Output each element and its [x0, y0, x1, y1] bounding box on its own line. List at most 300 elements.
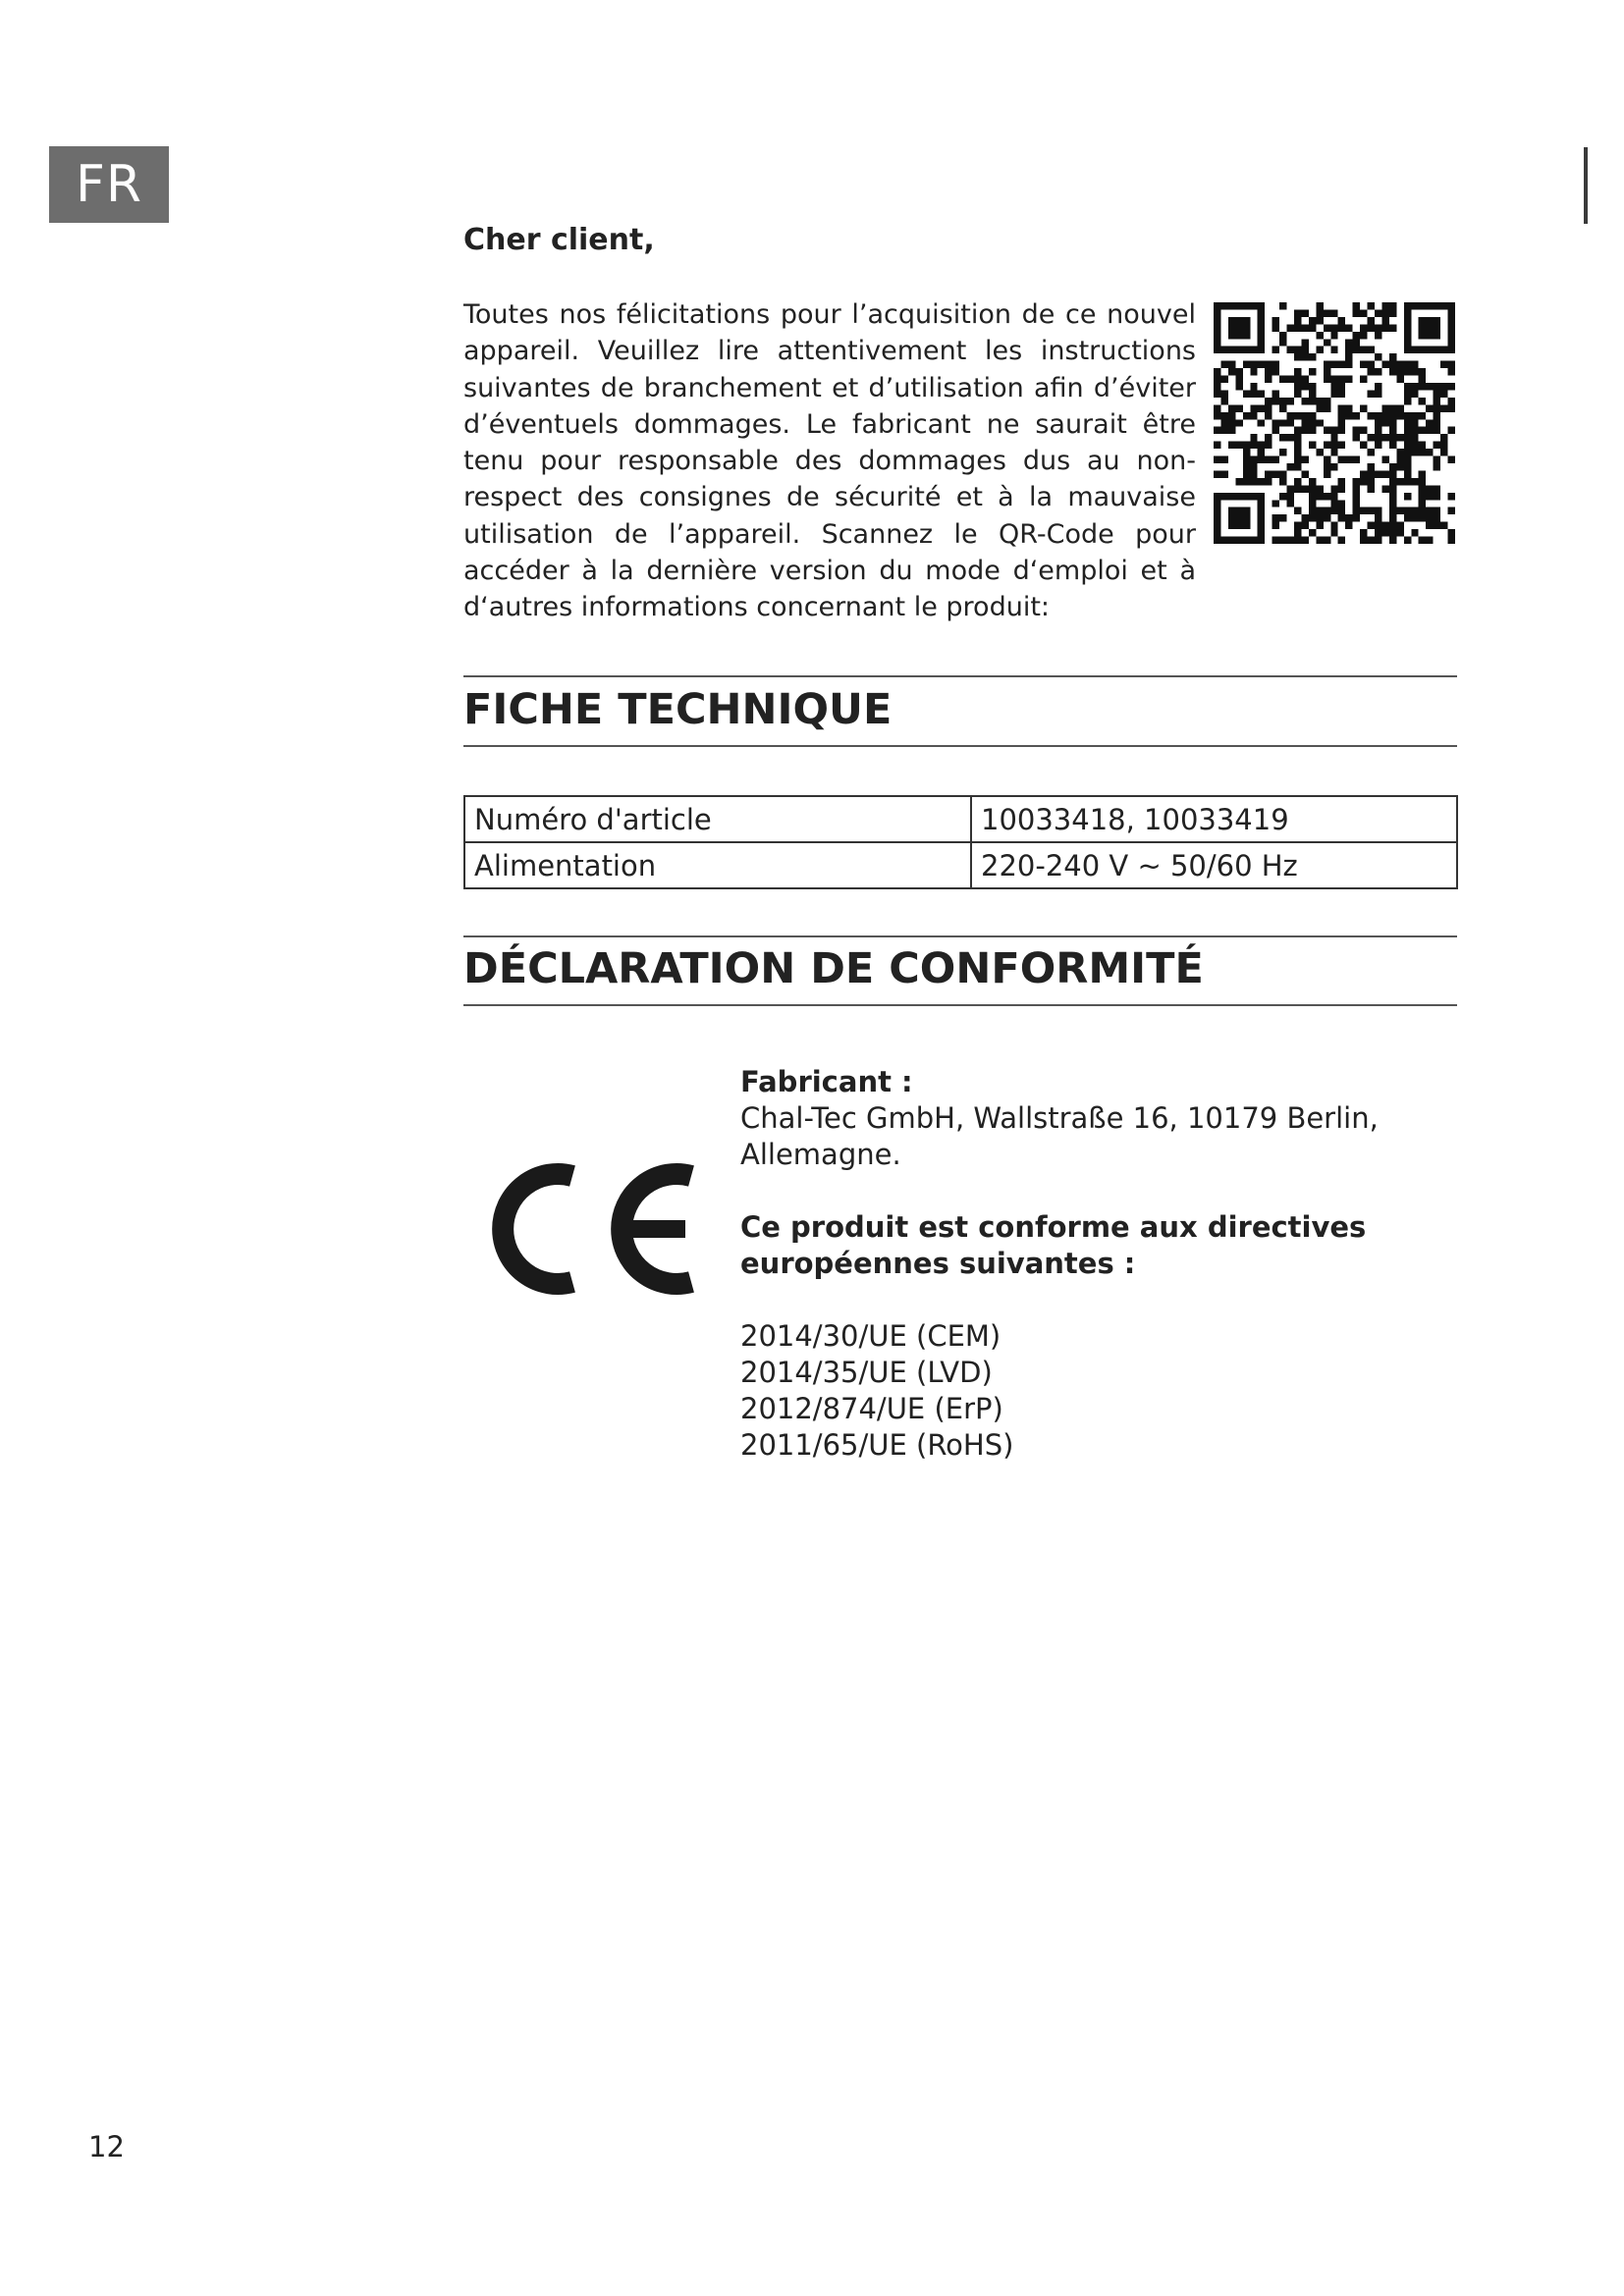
qr-module	[1250, 537, 1257, 544]
qr-module	[1375, 309, 1381, 316]
qr-module	[1214, 529, 1220, 536]
qr-module	[1330, 507, 1337, 514]
table-cell-label: Numéro d'article	[464, 796, 971, 842]
qr-module	[1287, 500, 1294, 507]
qr-module	[1235, 383, 1242, 390]
qr-module	[1338, 427, 1345, 434]
qr-module	[1448, 302, 1455, 309]
qr-module	[1272, 522, 1279, 529]
qr-module	[1243, 537, 1250, 544]
qr-module	[1309, 529, 1316, 536]
qr-module	[1448, 398, 1455, 404]
qr-module	[1272, 390, 1279, 397]
qr-module	[1243, 478, 1250, 485]
qr-module	[1294, 537, 1301, 544]
qr-module	[1330, 390, 1337, 397]
qr-module	[1258, 456, 1265, 463]
qr-module	[1360, 404, 1367, 411]
qr-module	[1228, 493, 1235, 500]
qr-module	[1316, 485, 1323, 492]
qr-module	[1448, 339, 1455, 346]
qr-module	[1279, 449, 1286, 455]
qr-module	[1389, 478, 1396, 485]
qr-module	[1330, 493, 1337, 500]
qr-module	[1434, 324, 1440, 331]
qr-module	[1214, 537, 1220, 544]
qr-module	[1279, 434, 1286, 441]
qr-module	[1389, 470, 1396, 477]
qr-module	[1375, 537, 1381, 544]
qr-module	[1258, 449, 1265, 455]
qr-module	[1389, 500, 1396, 507]
qr-module	[1426, 493, 1433, 500]
qr-module	[1389, 463, 1396, 470]
qr-module	[1375, 522, 1381, 529]
qr-module	[1426, 404, 1433, 411]
qr-module	[1338, 412, 1345, 419]
qr-module	[1440, 522, 1447, 529]
qr-module	[1396, 456, 1403, 463]
qr-module	[1411, 434, 1418, 441]
qr-module	[1396, 463, 1403, 470]
qr-module	[1419, 376, 1426, 383]
qr-module	[1434, 456, 1440, 463]
qr-module	[1330, 434, 1337, 441]
qr-module	[1330, 332, 1337, 339]
qr-module	[1375, 470, 1381, 477]
qr-module	[1448, 332, 1455, 339]
qr-module	[1301, 347, 1308, 353]
qr-module	[1228, 361, 1235, 368]
qr-module	[1220, 376, 1227, 383]
table-cell-value: 10033418, 10033419	[971, 796, 1457, 842]
qr-module	[1434, 522, 1440, 529]
qr-module	[1243, 522, 1250, 529]
qr-code-icon[interactable]	[1214, 302, 1455, 544]
qr-module	[1448, 404, 1455, 411]
qr-module	[1316, 507, 1323, 514]
qr-module	[1220, 419, 1227, 426]
qr-module	[1448, 529, 1455, 536]
qr-module	[1353, 507, 1360, 514]
manufacturer-heading: Fabricant :	[740, 1065, 913, 1098]
qr-module	[1220, 427, 1227, 434]
qr-module	[1375, 442, 1381, 449]
qr-module	[1396, 404, 1403, 411]
qr-module	[1448, 368, 1455, 375]
qr-module	[1235, 347, 1242, 353]
qr-module	[1228, 412, 1235, 419]
qr-module	[1272, 398, 1279, 404]
qr-module	[1419, 398, 1426, 404]
qr-module	[1272, 470, 1279, 477]
qr-module	[1316, 317, 1323, 324]
qr-module	[1228, 537, 1235, 544]
qr-module	[1301, 456, 1308, 463]
qr-module	[1235, 376, 1242, 383]
qr-module	[1330, 347, 1337, 353]
qr-module	[1294, 368, 1301, 375]
qr-module	[1294, 347, 1301, 353]
qr-module	[1419, 478, 1426, 485]
qr-module	[1235, 537, 1242, 544]
qr-module	[1279, 376, 1286, 383]
qr-module	[1324, 507, 1330, 514]
qr-module	[1258, 324, 1265, 331]
qr-module	[1389, 442, 1396, 449]
qr-module	[1426, 537, 1433, 544]
qr-module	[1345, 456, 1352, 463]
qr-module	[1375, 507, 1381, 514]
qr-module	[1360, 332, 1367, 339]
ce-mark-icon	[481, 1147, 707, 1311]
qr-module	[1404, 537, 1411, 544]
qr-module	[1381, 317, 1388, 324]
qr-module	[1309, 485, 1316, 492]
qr-module	[1250, 404, 1257, 411]
qr-module	[1287, 412, 1294, 419]
qr-module	[1220, 412, 1227, 419]
qr-module	[1235, 324, 1242, 331]
qr-module	[1301, 470, 1308, 477]
qr-module	[1404, 309, 1411, 316]
qr-module	[1434, 347, 1440, 353]
qr-module	[1426, 419, 1433, 426]
qr-module	[1243, 470, 1250, 477]
qr-module	[1214, 317, 1220, 324]
qr-module	[1265, 470, 1272, 477]
qr-module	[1309, 383, 1316, 390]
qr-module	[1294, 434, 1301, 441]
qr-module	[1214, 347, 1220, 353]
qr-module	[1250, 383, 1257, 390]
qr-module	[1404, 514, 1411, 521]
qr-module	[1235, 522, 1242, 529]
qr-module	[1287, 493, 1294, 500]
qr-module	[1434, 412, 1440, 419]
qr-module	[1279, 332, 1286, 339]
qr-module	[1220, 361, 1227, 368]
qr-module	[1368, 470, 1375, 477]
qr-module	[1389, 404, 1396, 411]
qr-module	[1214, 427, 1220, 434]
qr-module	[1287, 398, 1294, 404]
section-rule	[463, 935, 1457, 937]
qr-module	[1368, 434, 1375, 441]
qr-module	[1258, 442, 1265, 449]
qr-module	[1235, 368, 1242, 375]
qr-module	[1265, 442, 1272, 449]
qr-module	[1235, 493, 1242, 500]
qr-module	[1345, 522, 1352, 529]
qr-module	[1243, 332, 1250, 339]
qr-module	[1265, 478, 1272, 485]
qr-module	[1448, 427, 1455, 434]
qr-module	[1287, 537, 1294, 544]
qr-module	[1389, 368, 1396, 375]
qr-module	[1301, 383, 1308, 390]
qr-module	[1243, 324, 1250, 331]
qr-module	[1404, 398, 1411, 404]
qr-module	[1345, 353, 1352, 360]
qr-module	[1381, 456, 1388, 463]
qr-module	[1330, 324, 1337, 331]
qr-module	[1301, 514, 1308, 521]
qr-module	[1279, 419, 1286, 426]
qr-module	[1228, 404, 1235, 411]
qr-module	[1404, 470, 1411, 477]
qr-module	[1294, 456, 1301, 463]
qr-module	[1316, 404, 1323, 411]
qr-module	[1360, 537, 1367, 544]
qr-module	[1324, 456, 1330, 463]
qr-module	[1316, 493, 1323, 500]
qr-module	[1250, 361, 1257, 368]
qr-module	[1235, 514, 1242, 521]
qr-module	[1250, 434, 1257, 441]
qr-module	[1411, 442, 1418, 449]
qr-module	[1375, 353, 1381, 360]
qr-module	[1426, 347, 1433, 353]
qr-module	[1228, 427, 1235, 434]
qr-module	[1287, 347, 1294, 353]
qr-module	[1330, 383, 1337, 390]
qr-module	[1324, 537, 1330, 544]
qr-module	[1214, 456, 1220, 463]
qr-module	[1287, 419, 1294, 426]
qr-module	[1448, 493, 1455, 500]
qr-module	[1389, 412, 1396, 419]
qr-module	[1448, 456, 1455, 463]
qr-module	[1404, 419, 1411, 426]
qr-module	[1419, 368, 1426, 375]
qr-module	[1279, 404, 1286, 411]
qr-module	[1345, 361, 1352, 368]
qr-module	[1324, 376, 1330, 383]
qr-module	[1243, 463, 1250, 470]
qr-module	[1396, 529, 1403, 536]
qr-module	[1353, 339, 1360, 346]
qr-module	[1301, 309, 1308, 316]
manufacturer-address: Chal-Tec GmbH, Wallstraße 16, 10179 Berlin,	[740, 1101, 1379, 1135]
qr-module	[1228, 522, 1235, 529]
qr-module	[1353, 302, 1360, 309]
qr-module	[1434, 442, 1440, 449]
qr-module	[1330, 442, 1337, 449]
qr-module	[1345, 514, 1352, 521]
qr-module	[1294, 529, 1301, 536]
qr-module	[1330, 529, 1337, 536]
qr-module	[1426, 383, 1433, 390]
qr-module	[1250, 456, 1257, 463]
qr-module	[1228, 514, 1235, 521]
qr-module	[1316, 537, 1323, 544]
qr-module	[1220, 390, 1227, 397]
qr-module	[1411, 412, 1418, 419]
qr-module	[1353, 434, 1360, 441]
qr-module	[1338, 404, 1345, 411]
qr-module	[1345, 339, 1352, 346]
qr-module	[1265, 412, 1272, 419]
qr-module	[1381, 361, 1388, 368]
qr-module	[1250, 470, 1257, 477]
qr-module	[1258, 514, 1265, 521]
qr-module	[1345, 324, 1352, 331]
qr-module	[1338, 514, 1345, 521]
qr-module	[1426, 324, 1433, 331]
qr-module	[1426, 332, 1433, 339]
qr-module	[1301, 427, 1308, 434]
qr-module	[1250, 478, 1257, 485]
qr-module	[1360, 470, 1367, 477]
qr-module	[1396, 412, 1403, 419]
qr-module	[1360, 442, 1367, 449]
qr-module	[1419, 500, 1426, 507]
qr-module	[1419, 470, 1426, 477]
qr-module	[1214, 470, 1220, 477]
qr-module	[1258, 537, 1265, 544]
qr-module	[1265, 398, 1272, 404]
qr-module	[1316, 398, 1323, 404]
qr-module	[1309, 353, 1316, 360]
qr-module	[1353, 412, 1360, 419]
qr-module	[1411, 347, 1418, 353]
qr-module	[1404, 456, 1411, 463]
qr-module	[1316, 419, 1323, 426]
section-rule	[463, 745, 1457, 747]
qr-module	[1279, 537, 1286, 544]
qr-module	[1360, 529, 1367, 536]
qr-module	[1258, 500, 1265, 507]
qr-module	[1272, 456, 1279, 463]
qr-module	[1294, 449, 1301, 455]
qr-module	[1338, 390, 1345, 397]
qr-module	[1265, 434, 1272, 441]
qr-module	[1434, 485, 1440, 492]
qr-module	[1404, 463, 1411, 470]
qr-module	[1228, 332, 1235, 339]
qr-module	[1235, 404, 1242, 411]
qr-module	[1381, 302, 1388, 309]
qr-module	[1250, 390, 1257, 397]
table-cell-label: Alimentation	[464, 842, 971, 888]
qr-module	[1309, 368, 1316, 375]
qr-module	[1353, 309, 1360, 316]
qr-module	[1411, 507, 1418, 514]
qr-module	[1294, 478, 1301, 485]
page-number: 12	[88, 2130, 125, 2163]
qr-module	[1272, 537, 1279, 544]
qr-module	[1419, 412, 1426, 419]
qr-module	[1258, 332, 1265, 339]
qr-module	[1404, 339, 1411, 346]
qr-module	[1375, 332, 1381, 339]
qr-module	[1338, 317, 1345, 324]
qr-module	[1301, 412, 1308, 419]
qr-module	[1375, 419, 1381, 426]
qr-module	[1404, 383, 1411, 390]
qr-module	[1404, 347, 1411, 353]
qr-module	[1250, 347, 1257, 353]
qr-module	[1214, 493, 1220, 500]
directives-heading: Ce produit est conforme aux directives européennes suivantes :	[740, 1210, 1367, 1280]
qr-module	[1353, 478, 1360, 485]
qr-module	[1448, 324, 1455, 331]
qr-module	[1440, 390, 1447, 397]
qr-module	[1243, 347, 1250, 353]
qr-module	[1411, 368, 1418, 375]
qr-module	[1309, 442, 1316, 449]
qr-module	[1381, 412, 1388, 419]
qr-module	[1272, 368, 1279, 375]
qr-module	[1411, 419, 1418, 426]
qr-module	[1309, 500, 1316, 507]
qr-module	[1404, 493, 1411, 500]
qr-module	[1381, 404, 1388, 411]
qr-module	[1440, 449, 1447, 455]
qr-module	[1368, 302, 1375, 309]
qr-module	[1419, 493, 1426, 500]
qr-module	[1396, 522, 1403, 529]
qr-module	[1404, 361, 1411, 368]
qr-module	[1353, 427, 1360, 434]
qr-module	[1353, 347, 1360, 353]
qr-module	[1243, 412, 1250, 419]
qr-module	[1228, 507, 1235, 514]
qr-module	[1235, 317, 1242, 324]
qr-module	[1220, 347, 1227, 353]
qr-module	[1228, 302, 1235, 309]
qr-module	[1214, 339, 1220, 346]
qr-module	[1258, 390, 1265, 397]
qr-module	[1258, 361, 1265, 368]
qr-module	[1243, 361, 1250, 368]
qr-module	[1228, 324, 1235, 331]
qr-module	[1228, 368, 1235, 375]
qr-module	[1353, 500, 1360, 507]
qr-module	[1434, 419, 1440, 426]
qr-module	[1243, 456, 1250, 463]
qr-module	[1389, 361, 1396, 368]
qr-module	[1440, 347, 1447, 353]
qr-module	[1389, 493, 1396, 500]
qr-module	[1220, 398, 1227, 404]
qr-module	[1389, 324, 1396, 331]
qr-module	[1243, 514, 1250, 521]
qr-module	[1309, 317, 1316, 324]
qr-module	[1389, 353, 1396, 360]
qr-module	[1368, 485, 1375, 492]
qr-module	[1235, 478, 1242, 485]
qr-module	[1338, 361, 1345, 368]
qr-module	[1434, 317, 1440, 324]
qr-module	[1258, 317, 1265, 324]
qr-module	[1448, 347, 1455, 353]
qr-module	[1353, 485, 1360, 492]
qr-module	[1324, 493, 1330, 500]
qr-module	[1375, 412, 1381, 419]
qr-module	[1214, 376, 1220, 383]
qr-module	[1419, 302, 1426, 309]
qr-module	[1389, 485, 1396, 492]
qr-module	[1330, 485, 1337, 492]
qr-module	[1434, 398, 1440, 404]
qr-module	[1389, 537, 1396, 544]
qr-module	[1411, 302, 1418, 309]
table-row	[464, 842, 1457, 888]
qr-module	[1368, 537, 1375, 544]
qr-module	[1411, 449, 1418, 455]
